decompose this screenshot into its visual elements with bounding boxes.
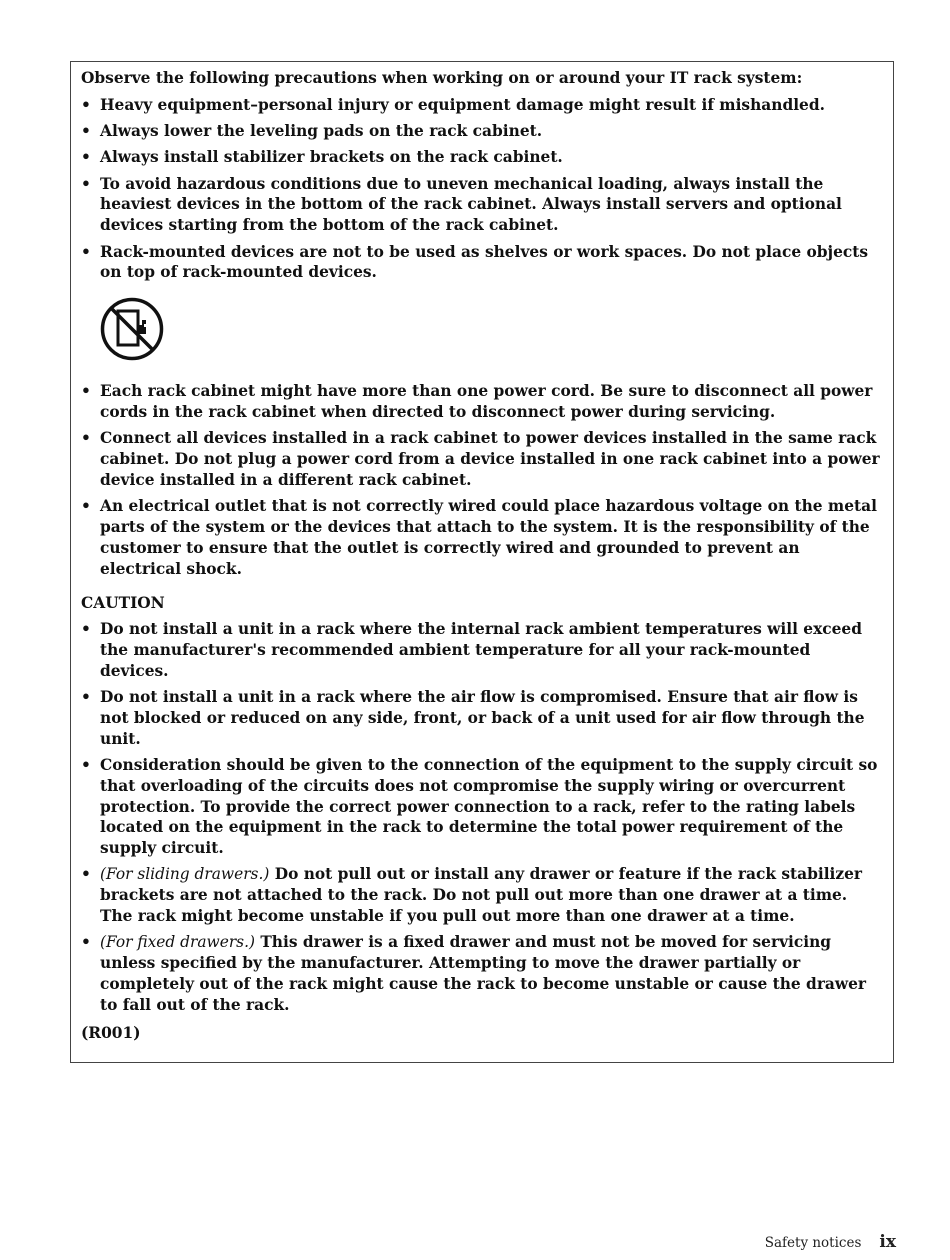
list-item-lead: (For sliding drawers.) [100,865,270,884]
rack-precautions-list [81,95,883,283]
list-item-text: Consideration should be given to the connection of the equipment to the supply circuit so that overloading of the circuits does not compromise the supply wiring or overcurrent protection. To provide the correct power connection to a rack, refer to the rating labels located on the equipment in the rack to determine the total power requirement of the supply circuit. [100,755,878,858]
list-item-lead: (For fixed drawers.) [100,933,255,952]
intro-text: Observe the following precautions when working on or around your IT rack system: [81,69,803,87]
list-item-text: Do not pull out or install any drawer or feature if the rack stabilizer brackets are not attached to the rack. Do not pull out more than one drawer at a time. The rack might become unstable if you pull out more than one drawer at a time. [100,865,863,925]
safety-notice-box [70,61,894,1063]
list-item-text: This drawer is a fixed drawer and must not be moved for servicing unless specified by the manufacturer. Attempting to move the drawer partially or completely out of the rack might cause the rack to become unstable or cause the drawer to fall out of the rack. [100,933,867,1014]
list-item: • To avoid hazardous conditions due to uneven mechanical loading, always install the heaviest devices in the bottom of the rack cabinet. Always install servers and optional devices starting from the bottom of the rack cabinet. [81,174,883,236]
list-item [81,932,883,1015]
list-item: • Connect all devices installed in a rack cabinet to power devices installed in the same rack cabinet. Do not plug a power cord from a device installed in one rack cabinet into a power device installed in a different rack cabinet. [81,428,883,490]
caution-list [81,619,883,1015]
list-item [81,687,883,749]
list-item: • Heavy equipment–personal injury or equipment damage might result if mishandled. [81,95,883,116]
list-item: • Rack-mounted devices are not to be used as shelves or work spaces. Do not place objects on top of rack-mounted devices. [81,242,883,284]
list-item: • Always lower the leveling pads on the rack cabinet. [81,121,883,142]
list-item [81,864,883,926]
list-item: • Each rack cabinet might have more than one power cord. Be sure to disconnect all power cords in the rack cabinet when directed to disconnect power during servicing. [81,381,883,423]
caution-heading: CAUTION [81,594,165,613]
list-item: • An electrical outlet that is not correctly wired could place hazardous voltage on the metal parts of the system or the devices that attach to the system. It is the responsibility of the customer to ensure that the outlet is correctly wired and grounded to prevent an electrical shock. [81,496,883,579]
reference-code: (R001) [81,1024,141,1043]
list-item-text: Do not install a unit in a rack where the internal rack ambient temperatures will exceed the manufacturer's recommended ambient temperature for all your rack-mounted devices. [100,620,862,680]
power-precautions-list [81,381,883,579]
list-item: • Always install stabilizer brackets on the rack cabinet. [81,147,883,168]
page-number: ix [879,1232,896,1252]
page-footer [765,1232,896,1252]
no-objects-on-rack-icon [100,297,883,361]
list-item [81,755,883,859]
list-item-text: Do not install a unit in a rack where the air flow is compromised. Ensure that air flow is not blocked or reduced on any side, front, or back of a unit used for air flow through the unit. [100,688,865,748]
list-item [81,619,883,681]
footer-section-title: Safety notices [764,1235,862,1251]
